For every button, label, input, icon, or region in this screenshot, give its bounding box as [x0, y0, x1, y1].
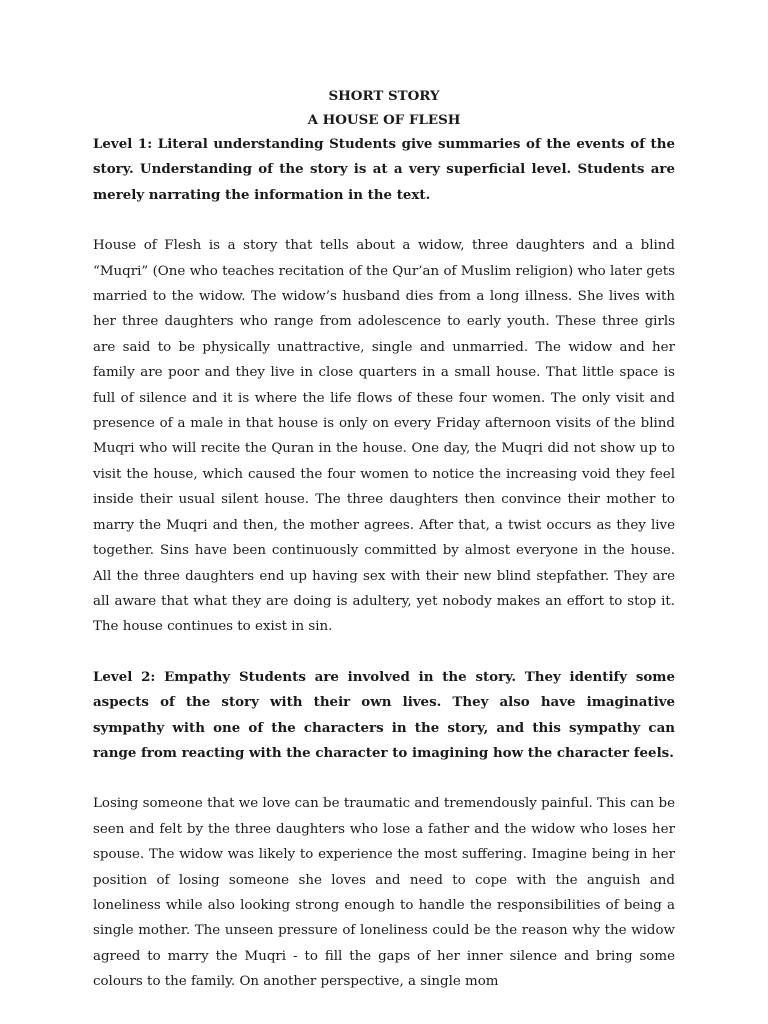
level2-heading: Level 2: Empathy Students are involved in the story. They identify some aspects of the story with their own lives. They also have imaginative sympathy with one of the characters in the story, and this sympathy can range from reacting with the character to imagining how the character feels. [93, 668, 675, 761]
paragraph-gap [93, 208, 675, 233]
paragraph-gap [93, 640, 675, 665]
paragraph-gap [93, 766, 675, 791]
document-subtitle: A HOUSE OF FLESH [307, 112, 461, 128]
level1-paragraph: House of Flesh is a story that tells about a widow, three daughters and a blind “Muqri” (One who teaches recitation of the Qur’an of Muslim religion) who later gets married to the widow. The widow’s husband dies from a long illness. She lives with her three daughters who range from adolescence to early youth. These three girls are said to be physically unattractive, single and unmarried. The widow and her family are poor and they live in close quarters in a small house. That little space is full of silence and it is where the life flows of these four women. The only visit and presence of a male in that house is only on every Friday afternoon visits of the blind Muqri who will recite the Quran in the house. One day, the Muqri did not show up to visit the house, which caused the four women to notice the increasing void they feel inside their usual silent house. The three daughters then convince their mother to marry the Muqri and then, the mother agrees. After that, a twist occurs as they live together. Sins have been continuously committed by almost everyone in the house. All the three daughters end up having sex with their new blind stepfather. They are all aware that what they are doing is adultery, yet nobody makes an effort to stop it. The house continues to exist in sin. [93, 238, 675, 635]
document-page [93, 0, 675, 995]
level1-heading: Level 1: Literal understanding Students give summaries of the events of the story. Understanding of the story is at a very superficial level. Students are merely narrating the information in the text. [93, 136, 675, 203]
level2-paragraph: Losing someone that we love can be traumatic and tremendously painful. This can be seen and felt by the three daughters who lose a father and the widow who loses her spouse. The widow was likely to experience the most suffering. Imagine being in her position of losing someone she loves and need to cope with the anguish and loneliness while also looking strong enough to handle the responsibilities of being a single mother. The unseen pressure of loneliness could be the reason why the widow agreed to marry the Muqri - to fill the gaps of her inner silence and bring some colours to the family. On another perspective, a single mom [93, 796, 675, 990]
document-title: SHORT STORY [328, 88, 440, 104]
